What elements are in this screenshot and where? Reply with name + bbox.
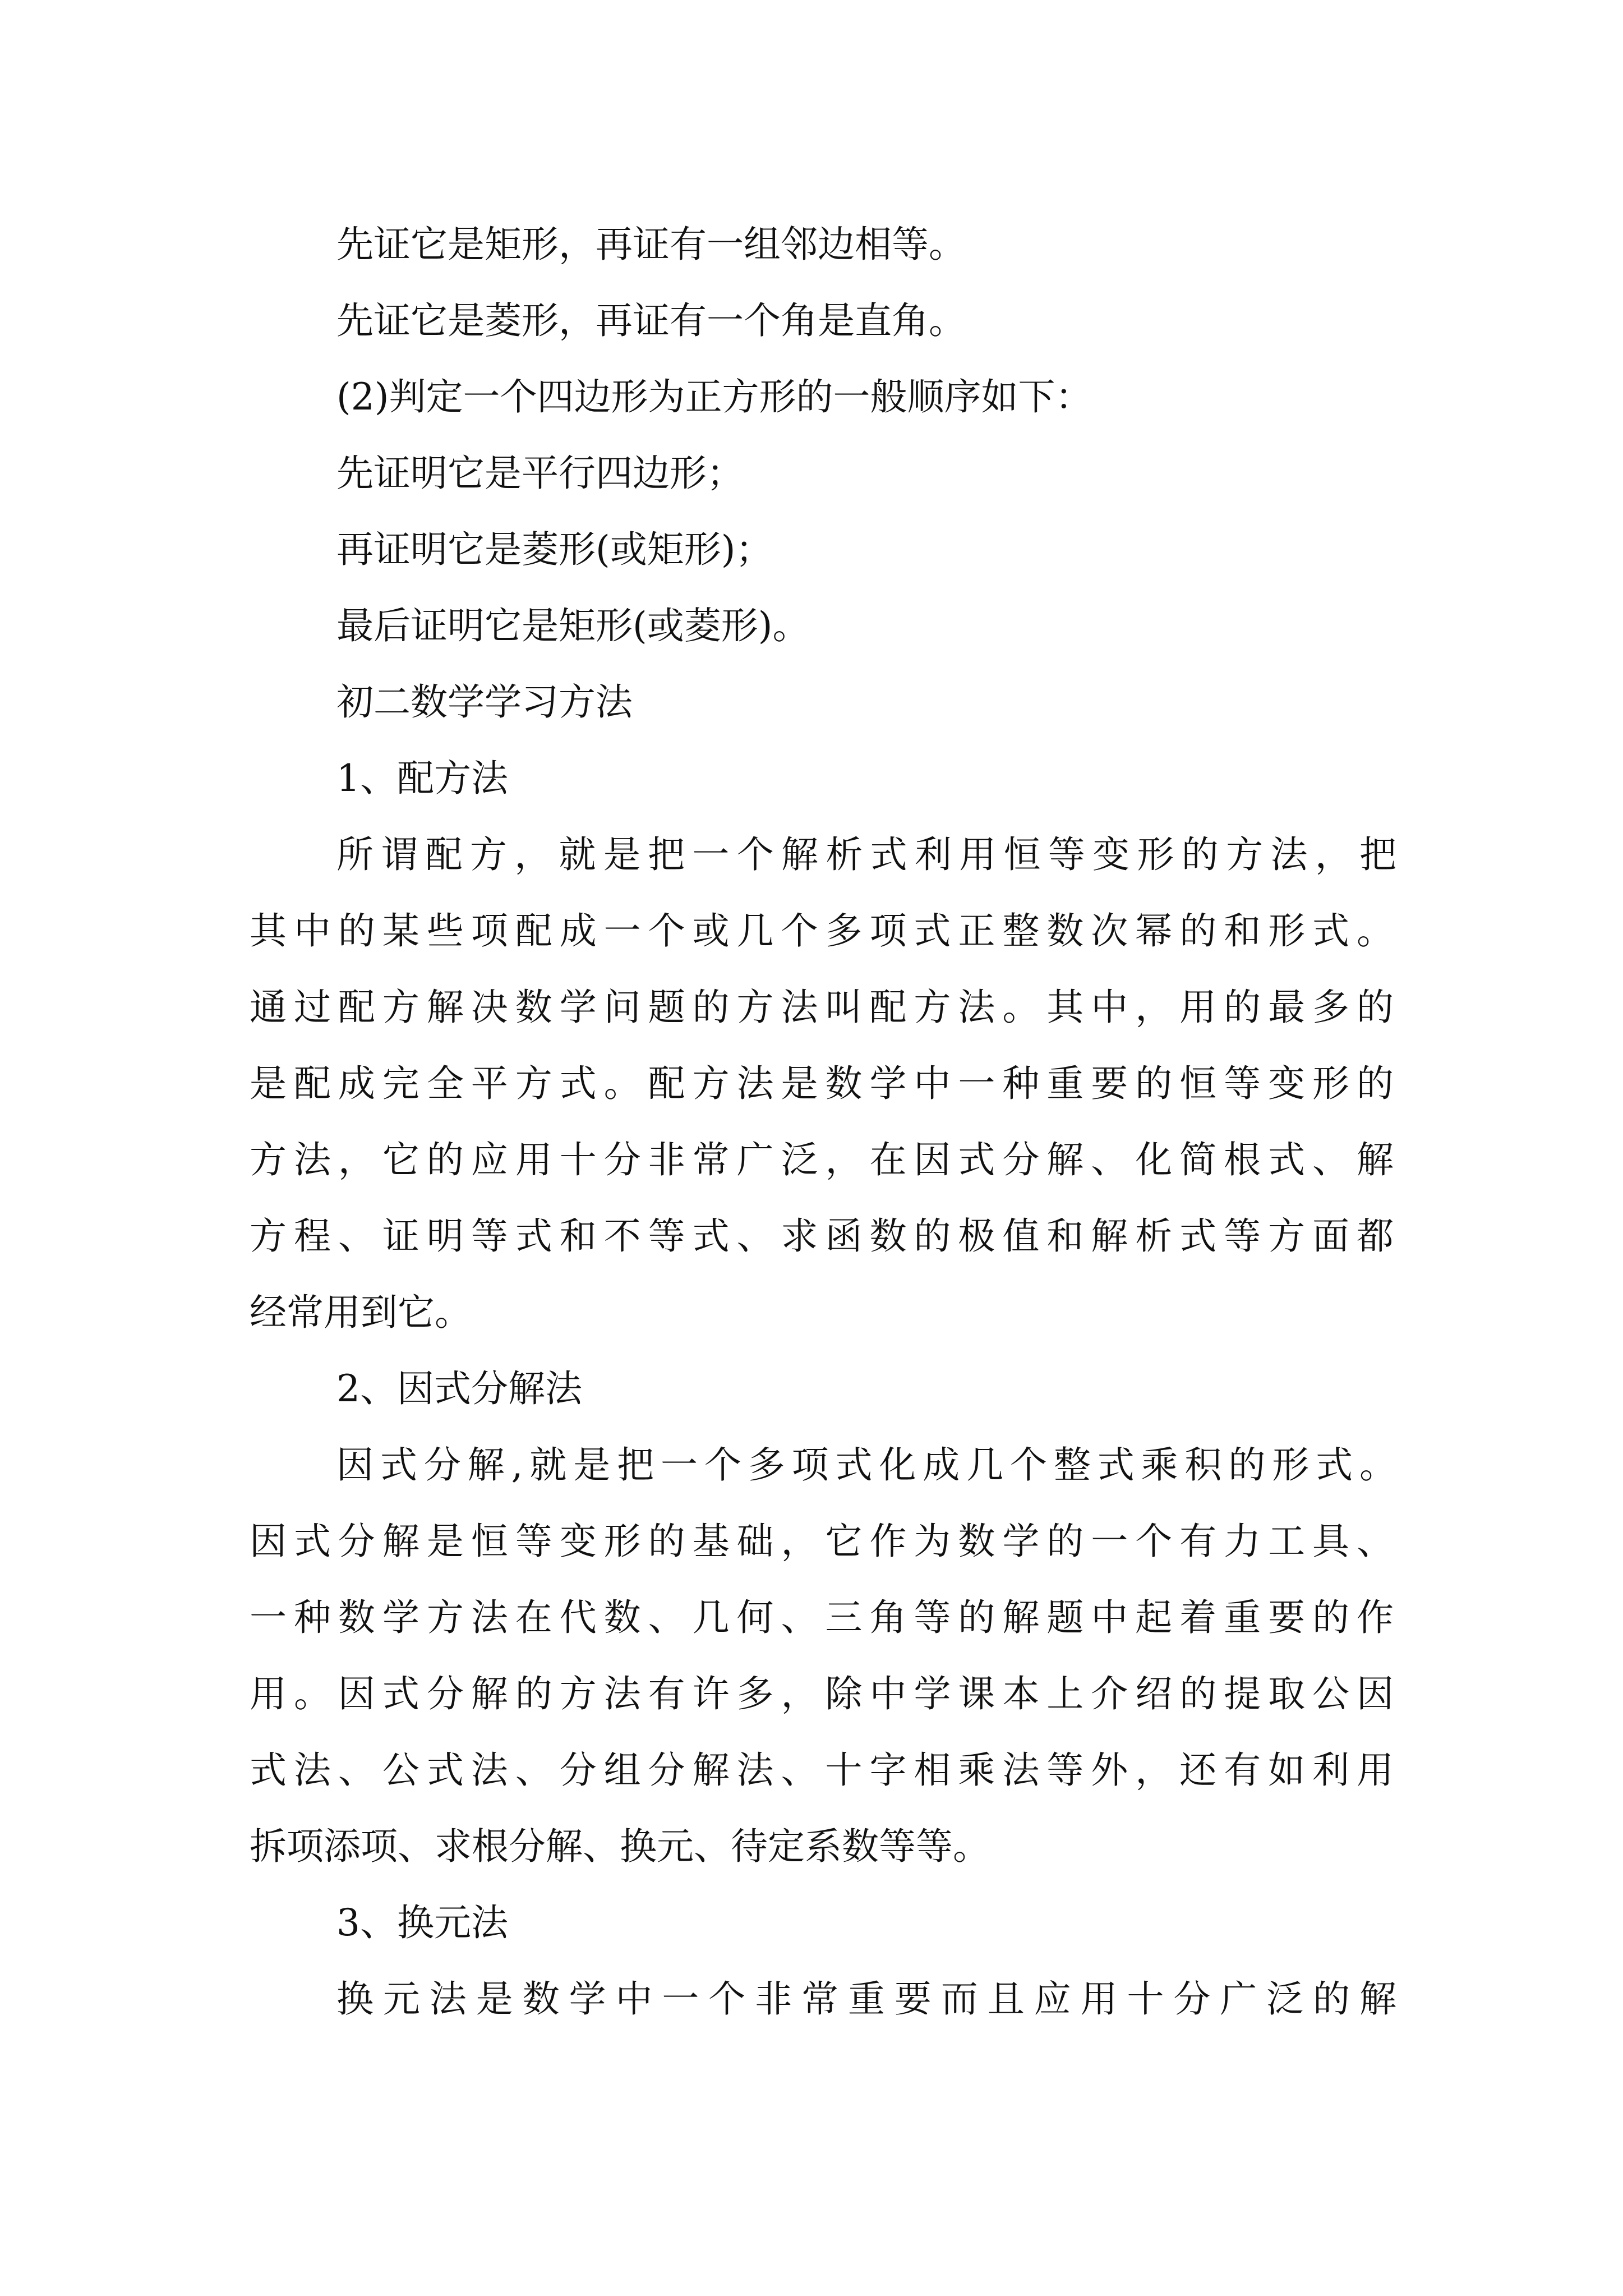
paragraph-line: 方程、证明等式和不等式、求函数的极值和解析式等方面都 (250, 1214, 1394, 1258)
paragraph-line: 所谓配方，就是把一个解析式利用恒等变形的方法，把 (336, 833, 1396, 876)
paragraph-line: 用。因式分解的方法有许多，除中学课本上介绍的提取公因 (250, 1672, 1394, 1715)
paragraph-line: 一种数学方法在代数、几何、三角等的解题中起着重要的作 (250, 1596, 1394, 1639)
paragraph-line: 先证它是菱形，再证有一个角是直角。 (336, 299, 966, 342)
paragraph-line: 换元法是数学中一个非常重要而且应用十分广泛的解 (336, 1977, 1396, 2021)
paragraph-line: 式法、公式法、分组分解法、十字相乘法等外，还有如利用 (250, 1749, 1394, 1792)
paragraph-line: 经常用到它。 (250, 1291, 472, 1334)
paragraph-line: 是配成完全平方式。配方法是数学中一种重要的恒等变形的 (250, 1062, 1394, 1105)
paragraph-line: 因式分解是恒等变形的基础，它作为数学的一个有力工具、 (250, 1520, 1394, 1563)
subsection-heading: 2、因式分解法 (336, 1367, 582, 1410)
paragraph-line: 拆项添项、求根分解、换元、待定系数等等。 (250, 1825, 990, 1868)
paragraph-line: 先证它是矩形，再证有一组邻边相等。 (336, 223, 966, 266)
paragraph-line: 其中的某些项配成一个或几个多项式正整数次幂的和形式。 (250, 909, 1394, 953)
subsection-heading: 1、配方法 (336, 757, 508, 800)
paragraph-line: 因式分解,就是把一个多项式化成几个整式乘积的形式。 (336, 1443, 1396, 1487)
paragraph-line: 通过配方解决数学问题的方法叫配方法。其中，用的最多的 (250, 986, 1394, 1029)
subsection-heading: 3、换元法 (336, 1901, 508, 1944)
paragraph-line: 最后证明它是矩形(或菱形)。 (336, 604, 810, 647)
paragraph-line: 再证明它是菱形(或矩形)； (336, 528, 773, 571)
paragraph-line: 先证明它是平行四边形； (336, 452, 744, 495)
paragraph-line: 方法，它的应用十分非常广泛，在因式分解、化简根式、解 (250, 1138, 1394, 1181)
paragraph-line: (2)判定一个四边形为正方形的一般顺序如下： (336, 375, 1092, 418)
section-heading: 初二数学学习方法 (336, 680, 633, 724)
